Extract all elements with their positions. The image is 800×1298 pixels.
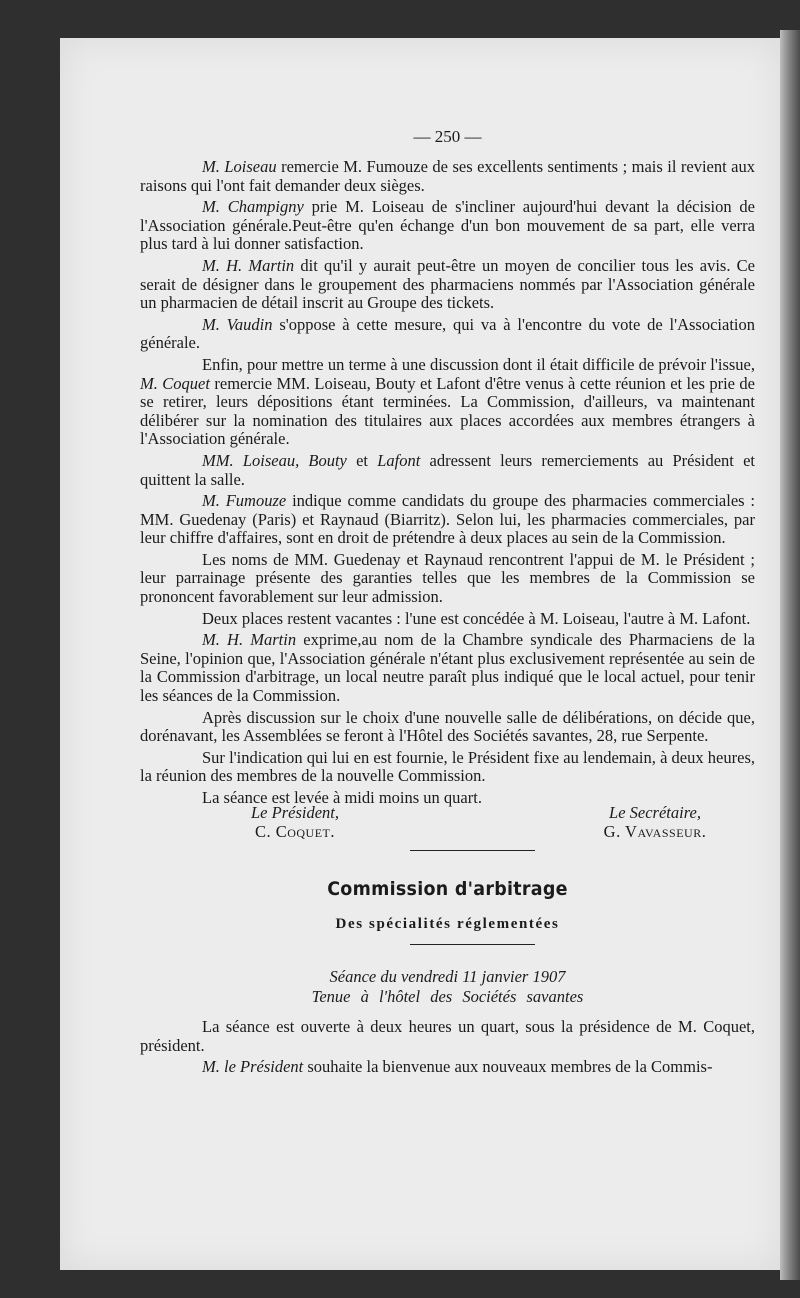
paragraph-text: souhaite la bienvenue aux nouveaux membres de la Commis- [303,1057,713,1077]
paragraph-text: indique comme candidats du groupe des pharmacies commerciales : MM. Guedenay (Paris) et Raynaud (Biarritz). Selon lui, les pharmacies commerciales, par leur chiffre d'affaires, sont en droit de prétendre à deux places au sein de la Commission. [140,491,756,548]
section-divider [410,944,535,945]
paragraph-text: exprime,au nom de la Chambre syndicale des Pharmaciens de la Seine, l'opinion que, l'Association générale n'étant plus exclusivement représentée au sein de la Commission d'arbitrage, un local neutre paraît plus indiqué que le local actuel, pour tenir les séances de la Commission. [140,630,755,706]
signature-name: G. Vavasseur. [603,821,707,841]
signature-title: Le Président, [251,803,339,822]
paragraph [140,356,755,449]
paragraph [140,631,755,705]
signature-title: Le Secrétaire, [609,803,701,822]
president-signature [215,804,375,841]
section-divider [410,850,535,851]
session-date: Séance du vendredi 11 janvier 1907 [329,967,566,986]
speaker-name: M. Fumouze [202,491,287,511]
paragraph-text: prie M. Loiseau de s'incliner aujourd'hui devant la décision de l'Association générale.Peut-être qu'en échange d'un bon mouvement de sa part, elle verra plus tard à lui donner satisfaction. [140,197,755,254]
paragraph [140,492,755,548]
paragraph [140,452,755,489]
page-edge [780,30,800,1280]
body-text-continued [140,1018,755,1080]
paragraph-text: Deux places restent vacantes : l'une est concédée à M. Loiseau, l'autre à M. Lafont. [202,608,751,628]
paragraph [140,1018,755,1055]
speaker-name: M. Vaudin [202,314,273,334]
secretary-signature [580,804,730,841]
paragraph-text: adressent leurs remerciements au Président et quittent la salle. [140,450,755,489]
speaker-name: M. H. Martin [202,630,297,650]
paragraph-text: dit qu'il y aurait peut-être un moyen de concilier tous les avis. Ce serait de désigner dans le groupement des pharmaciens nommés par l'Association générale un pharmacien de détail inscrit au Groupe des tickets. [140,255,755,313]
paragraph-text: Sur l'indication qui lui en est fournie, le Président fixe au lendemain, à deux heures, la réunion des membres de la nouvelle Commission. [140,747,755,786]
speaker-name: Lafont [377,450,421,470]
signature-block [140,804,755,848]
speaker-name: M. H. Martin [202,255,295,275]
paragraph [140,749,755,786]
section-heading: Commission d'arbitrage [327,878,568,900]
paragraph [140,316,755,353]
speaker-name: M. Champigny [202,197,304,217]
paragraph-text: Les noms de MM. Guedenay et Raynaud rencontrent l'appui de M. le Président ; leur parrainage présente des garanties telles que les membres de la Commission se prononcent favorablement sur leur admission. [140,549,755,607]
paragraph [140,709,755,746]
paragraph [140,198,755,254]
page-number: — 250 — [413,127,482,146]
speaker-name: MM. Loiseau, Bouty [202,450,347,470]
speaker-name: M. Coquet [140,373,210,393]
signature-name: C. Coquet. [254,821,336,841]
speaker-name: M. Loiseau [202,157,277,176]
paragraph-text: La séance est ouverte à deux heures un quart, sous la présidence de M. Coquet, président. [140,1017,755,1055]
speaker-name: M. le Président [202,1057,304,1077]
paragraph [140,551,755,607]
paragraph-text: et [346,450,378,470]
paragraph-text: Enfin, pour mettre un terme à une discussion dont il était difficile de prévoir l'issue, [202,354,755,374]
paragraph-text: s'oppose à cette mesure, qui va à l'encontre du vote de l'Association générale. [140,314,755,353]
paragraph-text: La séance est levée à midi moins un quart. [202,788,482,807]
paragraph [140,1058,755,1077]
session-place: Tenue à l'hôtel des Sociétés savantes [311,987,584,1006]
paragraph-text: remercie MM. Loiseau, Bouty et Lafont d'être venus à cette réunion et les prie de se retirer, leurs dépositions étant terminées. La Commission, d'ailleurs, va maintenant délibérer sur la nomination des titulaires aux places accordées aux membres étrangers à l'Association générale. [140,373,755,449]
paragraph [140,610,755,629]
section-subheading: Des spécialités réglementées [335,916,560,932]
body-text [140,158,755,811]
paragraph [140,158,755,195]
paragraph-text: Après discussion sur le choix d'une nouvelle salle de délibérations, on décide que, dorénavant, les Assemblées se feront à l'Hôtel des Sociétés savantes, 28, rue Serpente. [140,707,755,746]
paragraph [140,257,755,313]
paragraph-text: remercie M. Fumouze de ses excellents sentiments ; mais il revient aux raisons qui l'ont fait demander deux sièges. [140,157,756,195]
